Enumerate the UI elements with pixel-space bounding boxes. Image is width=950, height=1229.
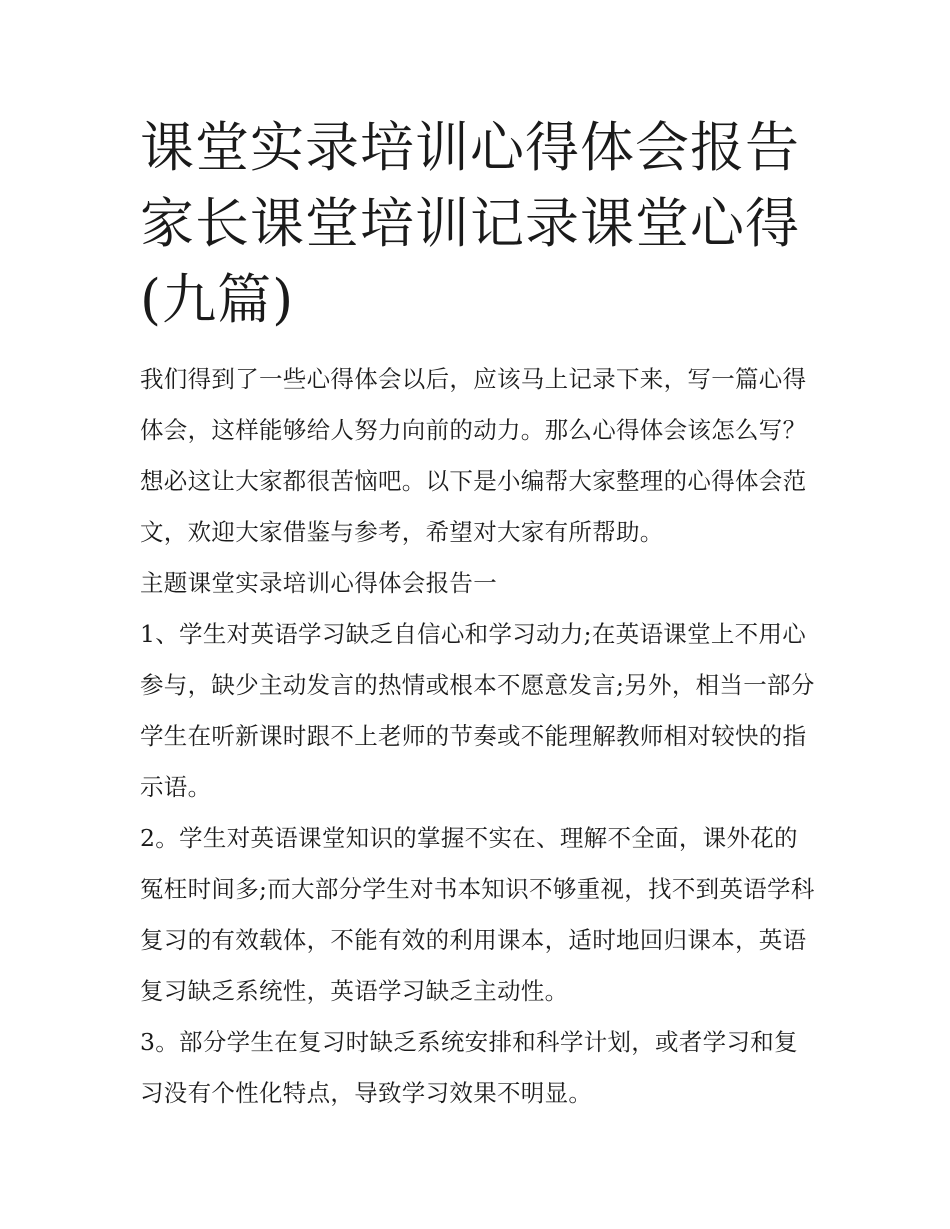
section-heading: 主题课堂实录培训心得体会报告一: [140, 569, 497, 597]
point-paragraph-3: 3。部分学生在复习时缺乏系统安排和科学计划，或者学习和复习没有个性化特点，导致学习效果不明显。: [140, 1028, 798, 1107]
document-title: 课堂实录培训心得体会报告 家长课堂培训记录课堂心得(九篇): [140, 116, 800, 331]
point-paragraph-2: 2。学生对英语课堂知识的掌握不实在、理解不全面，课外花的冤枉时间多;而大部分学生对书本知识不够重视，找不到英语学科复习的有效载体，不能有效的利用课本，适时地回归课本，英语复习缺乏系统性，英语学习缺乏主动性。: [140, 824, 815, 1005]
document-body: [140, 354, 820, 1119]
intro-paragraph: 我们得到了一些心得体会以后，应该马上记录下来，写一篇心得体会，这样能够给人努力向前的动力。那么心得体会该怎么写？想必这让大家都很苦恼吧。以下是小编帮大家整理的心得体会范文，欢迎大家借鉴与参考，希望对大家有所帮助。: [140, 365, 807, 546]
point-paragraph-1: 1、学生对英语学习缺乏自信心和学习动力;在英语课堂上不用心参与，缺少主动发言的热情或根本不愿意发言;另外，相当一部分学生在听新课时跟不上老师的节奏或不能理解教师相对较快的指示语。: [140, 620, 815, 801]
